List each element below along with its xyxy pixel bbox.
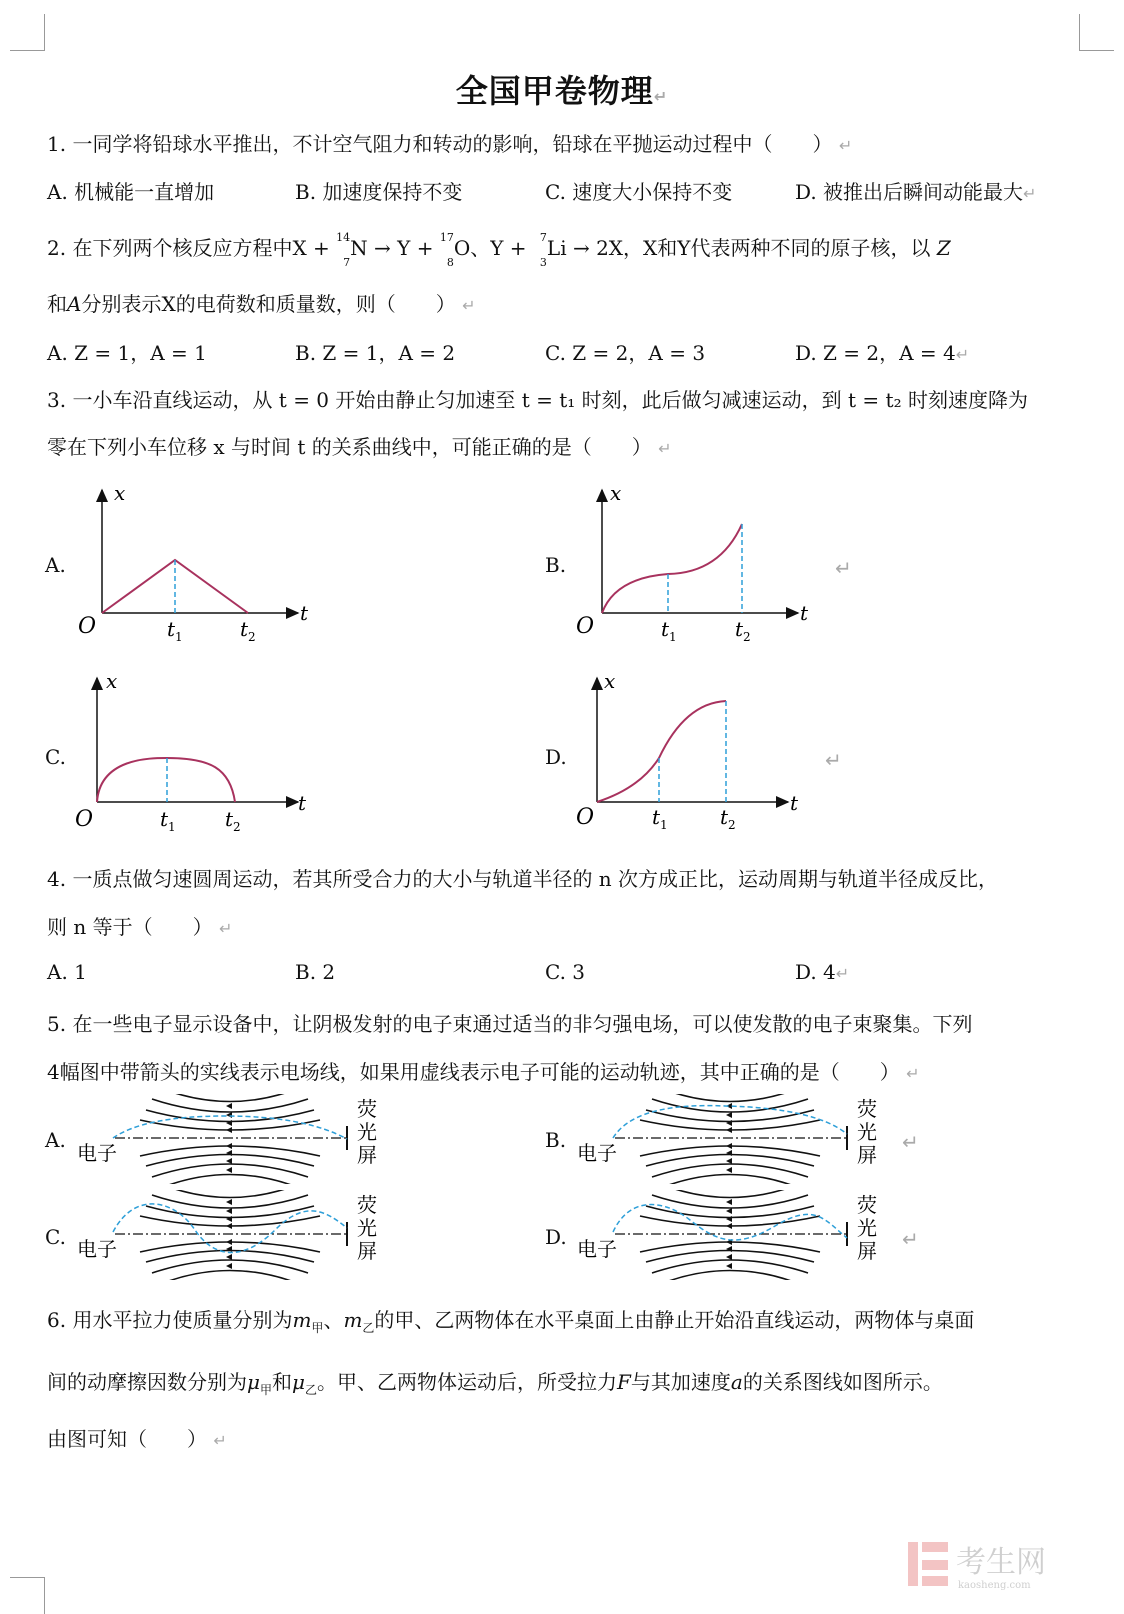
tick-t1: $t_1$ bbox=[167, 617, 183, 644]
screen-label-char: 荧 bbox=[357, 1097, 377, 1121]
q3-graph-b bbox=[570, 478, 820, 648]
axis-label-x: x bbox=[114, 481, 126, 505]
q4-option-b: B. 2 bbox=[295, 960, 336, 984]
field-arrow bbox=[726, 1199, 732, 1205]
field-arrow bbox=[726, 1223, 732, 1229]
q5-stem-line1: 5. 在一些电子显示设备中，让阴极发射的电子束通过适当的非匀强电场，可以使发散的电子束聚集。下列 bbox=[47, 1012, 973, 1036]
electron-label: 电子 bbox=[77, 1237, 117, 1261]
field-arrow bbox=[726, 1143, 732, 1149]
q4-stem-line1: 4. 一质点做匀速圆周运动，若其所受合力的大小与轨道半径的 n 次方成正比，运动周期与轨道半径成反比， bbox=[47, 867, 999, 891]
field-arrow bbox=[226, 1208, 232, 1214]
axis-label-t: t bbox=[298, 791, 307, 815]
displacement-curve bbox=[597, 701, 726, 802]
q2-option-d: D. Z = 2，A = 4↵ bbox=[795, 341, 970, 365]
field-line bbox=[658, 1094, 802, 1102]
q3-label-d: D. bbox=[545, 745, 567, 769]
q1-option-b: B. 加速度保持不变 bbox=[295, 180, 463, 204]
logo-bar bbox=[908, 1542, 918, 1586]
q4-stem-line2: 则 n 等于（ ） ↵ bbox=[47, 915, 233, 939]
screen-label-char: 荧 bbox=[857, 1097, 877, 1121]
q5-field-diagram-a bbox=[75, 1094, 395, 1184]
q2-stem-line2: 和A分别表示X的电荷数和质量数，则（ ） ↵ bbox=[47, 292, 476, 316]
q4-option-d: D. 4↵ bbox=[795, 960, 850, 984]
field-arrow bbox=[226, 1143, 232, 1149]
screen-label-char: 屏 bbox=[857, 1143, 877, 1167]
q3-return-d: ↵ bbox=[825, 748, 842, 772]
tick-t1: $t_1$ bbox=[160, 807, 176, 834]
q3-label-b: B. bbox=[545, 553, 567, 577]
q3-graph-d bbox=[570, 668, 820, 838]
axis-label-x: x bbox=[610, 481, 622, 505]
origin-label: O bbox=[576, 805, 595, 830]
field-arrow bbox=[226, 1239, 232, 1245]
tick-t2: $t_2$ bbox=[225, 807, 241, 834]
electron-label: 电子 bbox=[577, 1141, 617, 1165]
field-arrow bbox=[226, 1167, 232, 1173]
corner-mark-top-right bbox=[1079, 14, 1114, 51]
q6-stem-line3: 由图可知（ ） ↵ bbox=[47, 1427, 227, 1451]
q3-stem-line2: 零在下列小车位移 x 与时间 t 的关系曲线中，可能正确的是（ ） ↵ bbox=[47, 435, 672, 459]
tick-t1: $t_1$ bbox=[652, 805, 668, 832]
q6-stem-line1: 6. 用水平拉力使质量分别为$m_甲$、$m_乙$的甲、乙两物体在水平桌面上由静止开始沿直线运动，两物体与桌面 bbox=[47, 1308, 975, 1335]
q2-stem-line1: 2. 在下列两个核反应方程中X + 14 7 N → Y + 17 8 O、Y + 7 3 Li → 2X，X和Y代表两种不同的原子核，以 Z bbox=[47, 230, 951, 269]
screen-label-char: 屏 bbox=[857, 1239, 877, 1263]
field-line bbox=[658, 1271, 802, 1281]
origin-label: O bbox=[75, 807, 94, 832]
q5-stem-line2: 4幅图中带箭头的实线表示电场线，如果用虚线表示电子可能的运动轨迹，其中正确的是（ ） ↵ bbox=[47, 1060, 920, 1084]
screen-label-char: 荧 bbox=[857, 1193, 877, 1217]
q1-option-d: D. 被推出后瞬间动能最大↵ bbox=[795, 180, 1037, 204]
tick-t1: $t_1$ bbox=[661, 617, 677, 644]
field-arrow bbox=[226, 1199, 232, 1205]
displacement-curve bbox=[97, 758, 235, 802]
field-arrow bbox=[226, 1103, 232, 1109]
screen-label-char: 荧 bbox=[357, 1193, 377, 1217]
corner-mark-top-left bbox=[10, 14, 45, 51]
q3-stem-line1: 3. 一小车沿直线运动，从 t = 0 开始由静止匀加速至 t = t₁ 时刻，此后做匀减速运动，到 t = t₂ 时刻速度降为 bbox=[47, 388, 1028, 412]
field-arrow bbox=[726, 1254, 732, 1260]
corner-mark-bottom-left bbox=[10, 1577, 45, 1614]
field-arrow bbox=[226, 1158, 232, 1164]
field-arrow bbox=[726, 1263, 732, 1269]
field-line bbox=[158, 1190, 302, 1198]
electron-label: 电子 bbox=[77, 1141, 117, 1165]
field-line bbox=[658, 1175, 802, 1185]
field-arrow bbox=[226, 1254, 232, 1260]
q5-field-diagram-c bbox=[75, 1190, 395, 1280]
axis-label-t: t bbox=[300, 601, 309, 625]
logo-block-top bbox=[922, 1542, 948, 1552]
q5-label-b: B. bbox=[545, 1128, 567, 1152]
field-arrow bbox=[226, 1127, 232, 1133]
field-arrow bbox=[726, 1208, 732, 1214]
axis-label-x: x bbox=[604, 669, 616, 693]
q1-option-c: C. 速度大小保持不变 bbox=[545, 180, 733, 204]
field-arrow bbox=[226, 1263, 232, 1269]
logo-block-bottom bbox=[922, 1576, 948, 1586]
screen-label-char: 光 bbox=[357, 1120, 377, 1144]
field-arrow bbox=[226, 1112, 232, 1118]
kaosheng-watermark-logo bbox=[904, 1534, 1064, 1594]
field-arrow bbox=[726, 1112, 732, 1118]
q5-return-d: ↵ bbox=[902, 1227, 919, 1251]
screen-label-char: 光 bbox=[857, 1216, 877, 1240]
q5-label-a: A. bbox=[45, 1128, 66, 1152]
field-arrow bbox=[726, 1158, 732, 1164]
q2-option-a: A. Z = 1，A = 1 bbox=[47, 341, 207, 365]
q3-graph-c bbox=[70, 668, 320, 838]
q4-option-c: C. 3 bbox=[545, 960, 586, 984]
q1-stem: 1. 一同学将铅球水平推出，不计空气阻力和转动的影响，铅球在平抛运动过程中（ ） ↵ bbox=[47, 132, 853, 156]
q5-field-diagram-d bbox=[575, 1190, 895, 1280]
q3-graph-a bbox=[70, 478, 320, 648]
tick-t2: $t_2$ bbox=[720, 805, 736, 832]
electron-trajectory bbox=[113, 1116, 347, 1139]
electron-label: 电子 bbox=[577, 1237, 617, 1261]
q2-option-c: C. Z = 2，A = 3 bbox=[545, 341, 706, 365]
page-title: 全国甲卷物理↵ bbox=[455, 72, 669, 110]
field-line bbox=[158, 1271, 302, 1281]
q5-return-b: ↵ bbox=[902, 1130, 919, 1154]
axis-label-x: x bbox=[106, 669, 118, 693]
axis-label-t: t bbox=[790, 791, 799, 815]
axis-label-t: t bbox=[800, 601, 809, 625]
watermark-sub: kaosheng.com bbox=[958, 1580, 1031, 1591]
displacement-curve bbox=[602, 524, 742, 613]
screen-label-char: 光 bbox=[357, 1216, 377, 1240]
screen-label-char: 屏 bbox=[357, 1239, 377, 1263]
q5-label-c: C. bbox=[45, 1225, 66, 1249]
q3-return-b: ↵ bbox=[835, 556, 852, 580]
origin-label: O bbox=[78, 614, 97, 639]
q1-option-a: A. 机械能一直增加 bbox=[47, 180, 215, 204]
q3-label-a: A. bbox=[45, 553, 66, 577]
q5-label-d: D. bbox=[545, 1225, 567, 1249]
q5-field-diagram-b bbox=[575, 1094, 895, 1184]
oxygen-nuclide: 17 8 bbox=[439, 230, 454, 269]
q4-option-a: A. 1 bbox=[47, 960, 87, 984]
field-line bbox=[658, 1190, 802, 1198]
field-arrow bbox=[226, 1223, 232, 1229]
q2-option-b: B. Z = 1，A = 2 bbox=[295, 341, 456, 365]
field-line bbox=[158, 1094, 302, 1102]
field-arrow bbox=[726, 1167, 732, 1173]
origin-label: O bbox=[576, 614, 595, 639]
q3-label-c: C. bbox=[45, 745, 66, 769]
screen-label-char: 屏 bbox=[357, 1143, 377, 1167]
field-line bbox=[158, 1175, 302, 1185]
watermark-text: 考生网 bbox=[956, 1545, 1046, 1580]
field-arrow bbox=[726, 1127, 732, 1133]
nitrogen-nuclide: 14 7 bbox=[336, 230, 351, 269]
screen-label-char: 光 bbox=[857, 1120, 877, 1144]
q6-stem-line2: 间的动摩擦因数分别为$\mu_甲$和$\mu_乙$。甲、乙两物体运动后，所受拉力F与其加速度a的关系图线如图所示。 bbox=[47, 1370, 943, 1397]
tick-t2: $t_2$ bbox=[735, 617, 751, 644]
lithium-nuclide: 7 3 bbox=[539, 230, 547, 269]
tick-t2: $t_2$ bbox=[240, 617, 256, 644]
logo-block-mid bbox=[922, 1560, 948, 1570]
